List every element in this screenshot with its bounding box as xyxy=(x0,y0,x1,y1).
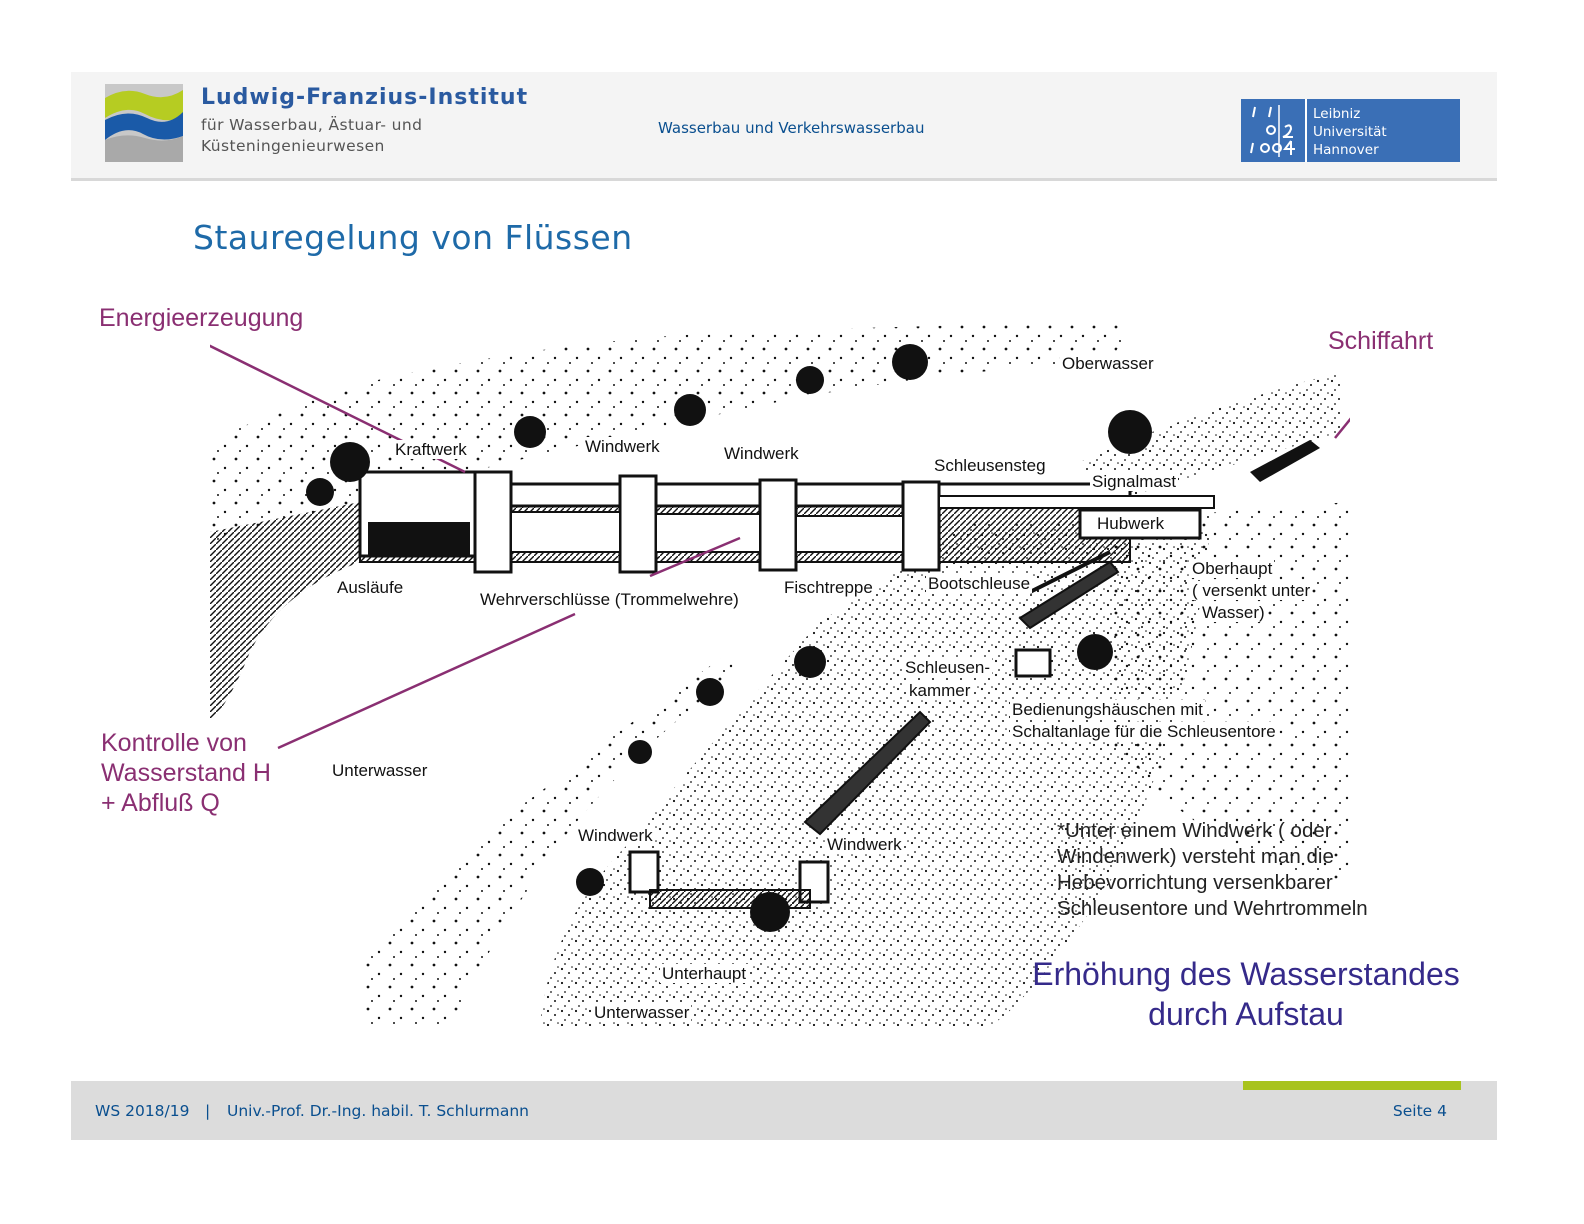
category-energieerzeugung: Energieerzeugung xyxy=(99,304,304,332)
university-line3: Hannover xyxy=(1313,142,1379,158)
category-kontrolle-3: + Abfluß Q xyxy=(101,789,220,817)
label-schleusensteg: Schleusensteg xyxy=(934,456,1046,475)
label-windwerk-3: Windwerk xyxy=(578,826,653,845)
label-oberhaupt-3: Wasser) xyxy=(1202,603,1265,622)
university-logo xyxy=(1241,99,1460,162)
institute-logo-icon xyxy=(105,84,183,162)
university-emblem-icon xyxy=(1241,99,1307,162)
label-kraftwerk: Kraftwerk xyxy=(395,440,467,459)
department-title: Wasserbau und Verkehrswasserbau xyxy=(658,119,925,137)
category-kontrolle-1: Kontrolle von xyxy=(101,729,247,757)
label-oberhaupt-1: Oberhaupt xyxy=(1192,559,1273,578)
note-line1: *Unter einem Windwerk ( oder xyxy=(1057,819,1332,842)
note-line3: Hebevorrichtung versenkbarer xyxy=(1057,871,1333,894)
label-unterhaupt: Unterhaupt xyxy=(662,964,747,983)
windwerk-footnote xyxy=(1057,818,1368,922)
label-fischtreppe: Fischtreppe xyxy=(784,578,873,597)
institute-subtitle-line2: Küsteningenieurwesen xyxy=(201,137,385,155)
label-windwerk-1: Windwerk xyxy=(585,437,660,456)
institute-name: Ludwig-Franzius-Institut xyxy=(201,85,529,110)
headline-line1: Erhöhung des Wasserstandes xyxy=(1032,956,1460,992)
headline-line2: durch Aufstau xyxy=(1148,996,1344,1032)
label-signalmast: Signalmast xyxy=(1092,472,1177,491)
note-line2: Windenwerk) versteht man die xyxy=(1057,845,1334,868)
label-wehrverschluesse: Wehrverschlüsse (Trommelwehre) xyxy=(480,590,739,609)
header-bar xyxy=(71,72,1497,181)
institute-subtitle-line1: für Wasserbau, Ästuar- und xyxy=(201,116,423,134)
label-windwerk-4: Windwerk xyxy=(827,835,902,854)
label-oberwasser: Oberwasser xyxy=(1062,354,1154,373)
label-schleusenkammer-2: kammer xyxy=(909,681,971,700)
slide-title: Stauregelung von Flüssen xyxy=(193,218,633,257)
category-kontrolle-2: Wasserstand H xyxy=(101,759,271,787)
label-unterwasser-1: Unterwasser xyxy=(332,761,428,780)
footer-accent-bar xyxy=(1243,1081,1461,1090)
label-schleusenkammer-1: Schleusen- xyxy=(905,658,991,677)
label-hubwerk: Hubwerk xyxy=(1097,514,1165,533)
note-line4: Schleusentore und Wehrtrommeln xyxy=(1057,897,1368,920)
label-bedienung-1: Bedienungshäuschen mit xyxy=(1012,700,1203,719)
label-bedienung-2: Schaltanlage für die Schleusentore xyxy=(1012,722,1276,741)
label-auslaeufe: Ausläufe xyxy=(337,578,404,597)
footer-separator: | xyxy=(205,1102,211,1120)
label-unterwasser-2: Unterwasser xyxy=(594,1003,690,1022)
footer-professor: Univ.-Prof. Dr.-Ing. habil. T. Schlurmann xyxy=(227,1102,530,1120)
university-line2: Universität xyxy=(1313,124,1387,140)
footer-bar xyxy=(71,1081,1497,1140)
footer-semester: WS 2018/19 xyxy=(95,1102,190,1120)
category-schiffahrt: Schiffahrt xyxy=(1328,327,1434,355)
footer-page-number: Seite 4 xyxy=(1392,1102,1447,1120)
label-oberhaupt-2: ( versenkt unter xyxy=(1192,581,1311,600)
university-name xyxy=(1313,105,1387,159)
label-bootschleuse: Bootschleuse xyxy=(928,574,1031,593)
label-windwerk-2: Windwerk xyxy=(724,444,799,463)
conclusion-headline xyxy=(1010,954,1482,1034)
university-line1: Leibniz xyxy=(1313,106,1361,122)
